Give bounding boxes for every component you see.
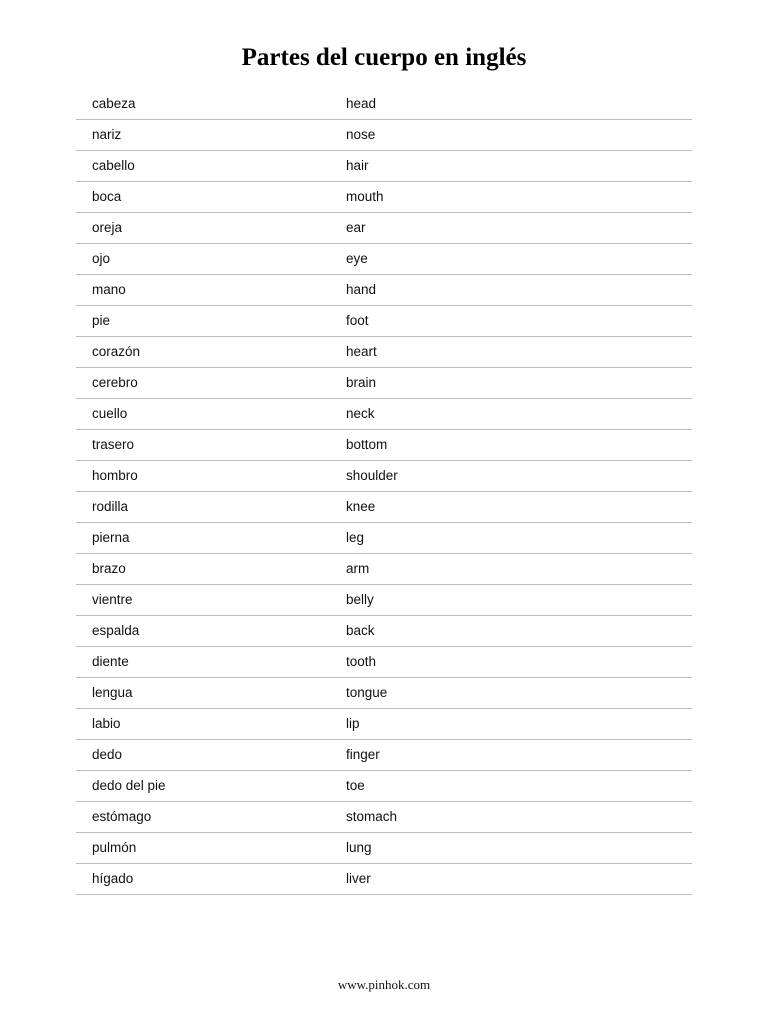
english-word: hair: [346, 158, 369, 173]
table-row: [76, 461, 692, 492]
table-row: [76, 244, 692, 275]
spanish-word: boca: [92, 189, 122, 204]
english-word: eye: [346, 251, 368, 266]
english-word: ear: [346, 220, 366, 235]
table-row: [76, 430, 692, 461]
table-row: [76, 802, 692, 833]
spanish-word: cabeza: [92, 96, 136, 111]
table-row: [76, 523, 692, 554]
table-row: [76, 151, 692, 182]
spanish-word: labio: [92, 716, 121, 731]
table-row: [76, 678, 692, 709]
english-word: belly: [346, 592, 374, 607]
spanish-word: nariz: [92, 127, 122, 142]
table-row: [76, 275, 692, 306]
vocabulary-table: [76, 89, 692, 895]
footer-url: www.pinhok.com: [337, 977, 431, 992]
english-word: back: [346, 623, 375, 638]
spanish-word: cabello: [92, 158, 135, 173]
english-word: neck: [346, 406, 375, 421]
table-row: [76, 833, 692, 864]
table-row: [76, 182, 692, 213]
english-word: nose: [346, 127, 376, 142]
english-word: mouth: [346, 189, 384, 204]
spanish-word: trasero: [92, 437, 135, 452]
english-word: lung: [346, 840, 372, 855]
table-row: [76, 616, 692, 647]
table-row: [76, 709, 692, 740]
english-word: head: [346, 96, 377, 111]
table-row: [76, 368, 692, 399]
table-row: [76, 399, 692, 430]
table-row: [76, 120, 692, 151]
table-row: [76, 771, 692, 802]
table-row: [76, 213, 692, 244]
english-word: heart: [346, 344, 377, 359]
page-title: Partes del cuerpo en inglés: [241, 44, 527, 71]
english-word: tongue: [346, 685, 388, 700]
table-row: [76, 740, 692, 771]
spanish-word: dedo del pie: [92, 778, 166, 793]
english-word: toe: [346, 778, 365, 793]
english-word: arm: [346, 561, 370, 576]
spanish-word: hígado: [92, 871, 134, 886]
english-word: finger: [346, 747, 380, 762]
english-word: shoulder: [346, 468, 398, 483]
spanish-word: cerebro: [92, 375, 138, 390]
spanish-word: cuello: [92, 406, 128, 421]
table-row: [76, 554, 692, 585]
table-row: [76, 337, 692, 368]
table-row: [76, 492, 692, 523]
spanish-word: pie: [92, 313, 111, 328]
english-word: knee: [346, 499, 376, 514]
english-word: brain: [346, 375, 377, 390]
spanish-word: rodilla: [92, 499, 129, 514]
table-row: [76, 585, 692, 616]
table-row: [76, 647, 692, 678]
spanish-word: lengua: [92, 685, 133, 700]
table-row: [76, 864, 692, 895]
english-word: stomach: [346, 809, 398, 824]
english-word: liver: [346, 871, 371, 886]
english-word: leg: [346, 530, 365, 545]
spanish-word: vientre: [92, 592, 133, 607]
english-word: tooth: [346, 654, 377, 669]
english-word: lip: [346, 716, 360, 731]
spanish-word: brazo: [92, 561, 126, 576]
table-row: [76, 89, 692, 120]
english-word: hand: [346, 282, 377, 297]
spanish-word: mano: [92, 282, 126, 297]
table-row: [76, 306, 692, 337]
spanish-word: diente: [92, 654, 129, 669]
spanish-word: hombro: [92, 468, 138, 483]
spanish-word: ojo: [92, 251, 111, 266]
spanish-word: pierna: [92, 530, 130, 545]
english-word: foot: [346, 313, 369, 328]
spanish-word: pulmón: [92, 840, 137, 855]
spanish-word: oreja: [92, 220, 123, 235]
spanish-word: corazón: [92, 344, 141, 359]
spanish-word: estómago: [92, 809, 152, 824]
english-word: bottom: [346, 437, 388, 452]
spanish-word: espalda: [92, 623, 140, 638]
spanish-word: dedo: [92, 747, 123, 762]
